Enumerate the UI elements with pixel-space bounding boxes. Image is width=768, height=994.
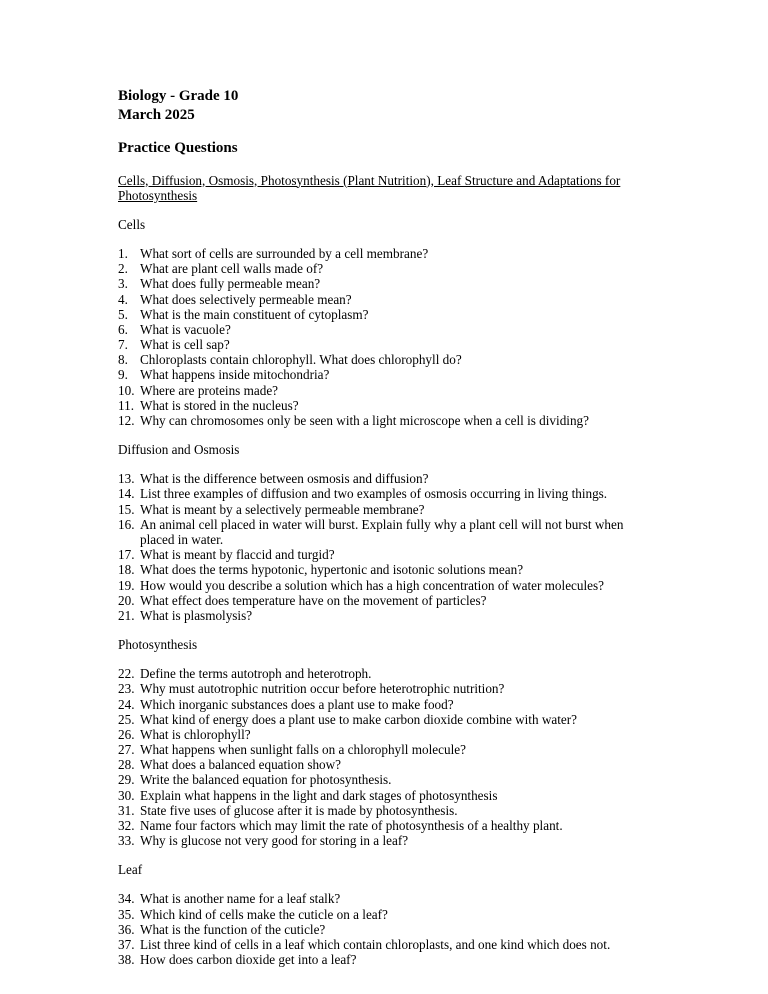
question-text: What is another name for a leaf stalk?: [140, 891, 341, 907]
question-number: 15.: [118, 501, 135, 517]
question-item: [118, 788, 652, 803]
question-number: 13.: [118, 471, 135, 487]
section-heading: Leaf: [118, 862, 143, 878]
question-text: Define the terms autotroph and heterotroph.: [140, 666, 372, 682]
question-text: Which inorganic substances does a plant use to make food?: [140, 696, 454, 712]
question-item: [118, 276, 652, 291]
question-number: 18.: [118, 562, 135, 578]
question-number: 35.: [118, 906, 135, 922]
question-item: [118, 742, 652, 757]
question-text: Where are proteins made?: [140, 382, 279, 398]
question-item: [118, 803, 652, 818]
question-number: 4.: [118, 291, 128, 307]
question-item: [118, 772, 652, 787]
question-number: 29.: [118, 772, 135, 788]
question-text: What is plasmolysis?: [140, 607, 253, 623]
section-heading: Photosynthesis: [118, 637, 198, 653]
question-number: 3.: [118, 276, 128, 292]
question-item: [118, 413, 652, 428]
question-list: [118, 666, 652, 848]
question-number: 30.: [118, 787, 135, 803]
question-number: 36.: [118, 921, 135, 937]
question-text: Why is glucose not very good for storing in a leaf?: [140, 833, 409, 849]
question-number: 20.: [118, 592, 135, 608]
question-item: [118, 578, 652, 593]
question-number: 17.: [118, 547, 135, 563]
doc-title-line2: March 2025: [118, 107, 195, 124]
question-item: [118, 757, 652, 772]
question-item: [118, 383, 652, 398]
question-number: 8.: [118, 352, 128, 368]
question-item: [118, 907, 652, 922]
question-text: What is meant by a selectively permeable membrane?: [140, 501, 425, 517]
question-number: 10.: [118, 382, 135, 398]
question-text: What does a balanced equation show?: [140, 757, 342, 773]
practice-questions-heading: Practice Questions: [118, 140, 238, 157]
question-item: [118, 727, 652, 742]
question-item: [118, 547, 652, 562]
question-text: Which kind of cells make the cuticle on a leaf?: [140, 906, 388, 922]
section-heading: Diffusion and Osmosis: [118, 442, 240, 458]
question-item: [118, 486, 652, 501]
question-item: [118, 398, 652, 413]
question-text: What happens inside mitochondria?: [140, 367, 330, 383]
question-number: 6.: [118, 321, 128, 337]
question-text: What is meant by flaccid and turgid?: [140, 547, 335, 563]
question-text: An animal cell placed in water will burst. Explain fully why a plant cell will not burst when placed in water.: [140, 516, 624, 547]
question-item: [118, 471, 652, 486]
question-number: 25.: [118, 711, 135, 727]
question-item: [118, 818, 652, 833]
question-text: What is the difference between osmosis and diffusion?: [140, 471, 429, 487]
question-item: [118, 367, 652, 382]
question-text: What is chlorophyll?: [140, 726, 251, 742]
question-list: [118, 891, 652, 967]
question-item: [118, 666, 652, 681]
question-item: [118, 337, 652, 352]
question-number: 34.: [118, 891, 135, 907]
question-item: [118, 292, 652, 307]
question-number: 19.: [118, 577, 135, 593]
question-item: [118, 562, 652, 577]
question-text: Why can chromosomes only be seen with a light microscope when a cell is dividing?: [140, 412, 589, 428]
question-number: 14.: [118, 486, 135, 502]
question-text: What is cell sap?: [140, 337, 230, 353]
question-number: 27.: [118, 742, 135, 758]
question-list: [118, 471, 652, 623]
question-number: 16.: [118, 516, 135, 532]
question-number: 5.: [118, 306, 128, 322]
question-text: What is stored in the nucleus?: [140, 397, 299, 413]
question-item: [118, 502, 652, 517]
question-text: What kind of energy does a plant use to make carbon dioxide combine with water?: [140, 711, 578, 727]
question-text: How would you describe a solution which has a high concentration of water molecules?: [140, 577, 604, 593]
question-item: [118, 246, 652, 261]
question-number: 38.: [118, 952, 135, 968]
question-text: What is the function of the cuticle?: [140, 921, 326, 937]
question-text: Write the balanced equation for photosynthesis.: [140, 772, 392, 788]
question-text: How does carbon dioxide get into a leaf?: [140, 952, 357, 968]
section-heading: Cells: [118, 216, 146, 232]
question-text: What is the main constituent of cytoplasm?: [140, 306, 369, 322]
topics-line: Cells, Diffusion, Osmosis, Photosynthesis (Plant Nutrition), Leaf Structure and Adaptations for Photosynthesis: [118, 172, 621, 203]
question-text: What are plant cell walls made of?: [140, 261, 324, 277]
question-number: 1.: [118, 246, 128, 262]
question-number: 11.: [118, 397, 134, 413]
question-number: 21.: [118, 607, 135, 623]
question-text: Explain what happens in the light and dark stages of photosynthesis: [140, 787, 498, 803]
question-text: State five uses of glucose after it is made by photosynthesis.: [140, 802, 458, 818]
question-item: [118, 681, 652, 696]
question-text: List three kind of cells in a leaf which contain chloroplasts, and one kind which does not.: [140, 936, 611, 952]
question-text: What does fully permeable mean?: [140, 276, 321, 292]
question-number: 9.: [118, 367, 128, 383]
question-number: 24.: [118, 696, 135, 712]
question-number: 7.: [118, 337, 128, 353]
question-text: Why must autotrophic nutrition occur before heterotrophic nutrition?: [140, 681, 505, 697]
question-item: [118, 322, 652, 337]
question-item: [118, 608, 652, 623]
question-list: [118, 246, 652, 428]
question-item: [118, 307, 652, 322]
question-number: 2.: [118, 261, 128, 277]
question-number: 31.: [118, 802, 135, 818]
question-item: [118, 712, 652, 727]
question-text: What is vacuole?: [140, 321, 231, 337]
question-item: [118, 952, 652, 967]
question-number: 12.: [118, 412, 135, 428]
question-item: [118, 922, 652, 937]
question-number: 37.: [118, 936, 135, 952]
question-number: 28.: [118, 757, 135, 773]
question-item: [118, 352, 652, 367]
question-item: [118, 593, 652, 608]
question-number: 33.: [118, 833, 135, 849]
question-item: [118, 697, 652, 712]
question-item: [118, 891, 652, 906]
question-text: What happens when sunlight falls on a chlorophyll molecule?: [140, 742, 466, 758]
question-text: What sort of cells are surrounded by a cell membrane?: [140, 246, 429, 262]
question-number: 23.: [118, 681, 135, 697]
question-text: What does the terms hypotonic, hypertonic and isotonic solutions mean?: [140, 562, 524, 578]
question-number: 32.: [118, 817, 135, 833]
question-item: [118, 517, 652, 547]
question-number: 22.: [118, 666, 135, 682]
question-item: [118, 833, 652, 848]
question-text: List three examples of diffusion and two examples of osmosis occurring in living things.: [140, 486, 608, 502]
question-text: Name four factors which may limit the rate of photosynthesis of a healthy plant.: [140, 817, 563, 833]
question-number: 26.: [118, 726, 135, 742]
question-item: [118, 937, 652, 952]
question-text: What does selectively permeable mean?: [140, 291, 352, 307]
doc-title-line1: Biology - Grade 10: [118, 88, 239, 104]
question-sections: [118, 217, 652, 967]
question-text: Chloroplasts contain chlorophyll. What does chlorophyll do?: [140, 352, 462, 368]
question-item: [118, 261, 652, 276]
question-text: What effect does temperature have on the movement of particles?: [140, 592, 487, 608]
